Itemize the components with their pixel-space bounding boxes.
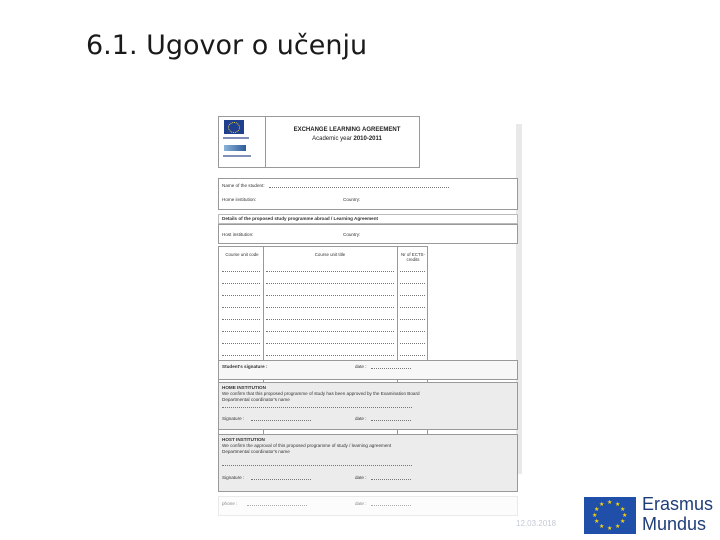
star-icon: ★: [620, 507, 626, 513]
eu-flag-icon: [584, 497, 636, 534]
table-row: [400, 271, 425, 273]
coordinator-line: [222, 407, 412, 409]
star-icon: ★: [594, 507, 600, 513]
table-row: [400, 331, 425, 333]
year-label: Academic year: [312, 136, 352, 142]
host-signature-label: Signature :: [222, 475, 245, 480]
date-line: [371, 368, 411, 370]
date-label: date :: [355, 364, 367, 369]
learning-agreement-form: [218, 116, 518, 528]
coordinator-line: [222, 465, 412, 467]
table-row: [400, 307, 425, 309]
table-row: [266, 283, 394, 285]
signature-line: [251, 420, 311, 422]
student-signature-label: Student's signature :: [222, 364, 268, 369]
star-icon: ★: [599, 524, 605, 530]
phone-label: phone :: [222, 501, 238, 506]
programme-logo-icon: [224, 145, 246, 151]
form-title: EXCHANGE LEARNING AGREEMENT: [293, 127, 401, 133]
home-approval-section: [218, 382, 518, 430]
form-header: [218, 116, 420, 168]
table-row: [222, 271, 260, 273]
home-section-title: HOME INSTITUTION: [222, 385, 266, 390]
date-label: date :: [355, 501, 367, 506]
table-row: [400, 355, 425, 357]
ects-label-2: credits: [406, 257, 420, 262]
date-label: date :: [355, 416, 367, 421]
col-title-header: Course unit title: [314, 252, 346, 257]
table-row: [222, 319, 260, 321]
star-icon: ★: [599, 502, 605, 508]
table-row: [222, 283, 260, 285]
table-row: [400, 283, 425, 285]
table-row: [400, 343, 425, 345]
table-row: [222, 331, 260, 333]
year-value: 2010-2011: [353, 136, 382, 142]
table-row: [266, 331, 394, 333]
host-country-label: Country:: [343, 232, 361, 237]
star-icon: ★: [592, 513, 598, 519]
host-dept-coordinator-label: Departmental coordinator's name: [222, 449, 290, 454]
col-code-header: Course unit code: [225, 252, 259, 257]
table-row: [222, 307, 260, 309]
date-line: [371, 479, 411, 481]
star-icon: ★: [615, 524, 621, 530]
table-row: [266, 271, 394, 273]
table-row: [222, 295, 260, 297]
table-row: [222, 355, 260, 357]
country-label: Country:: [343, 197, 361, 202]
home-confirm-text: We confirm that this proposed programme of study has been approved by the Examination Board: [222, 391, 420, 396]
table-row: [222, 343, 260, 345]
col-ects-header: [399, 252, 427, 262]
logo-caption: [223, 137, 249, 139]
slide-title: 6.1. Ugovor o učenju: [86, 30, 368, 61]
host-institution-label: Host institution:: [222, 232, 254, 237]
host-section-title: HOST INSTITUTION: [222, 437, 265, 442]
student-name-line: [269, 187, 449, 189]
star-icon: ★: [594, 519, 600, 525]
home-institution-label: Home institution:: [222, 197, 257, 202]
logo-caption: [223, 155, 251, 157]
student-name-label: Name of the student:: [222, 183, 265, 188]
star-icon: ★: [615, 502, 621, 508]
divider: [265, 117, 266, 167]
signature-label: Signature :: [222, 416, 245, 421]
student-signature-section: [218, 360, 518, 380]
table-row: [400, 295, 425, 297]
details-label: Details of the proposed study programme abroad / Learning Agreement: [222, 216, 379, 221]
brand-line-1: Erasmus: [642, 494, 714, 514]
dept-coordinator-label: Departmental coordinator's name: [222, 397, 290, 402]
star-icon: ★: [622, 513, 628, 519]
student-section: [218, 178, 518, 210]
slide-date: 12.03.2018: [516, 519, 557, 528]
date-line: [371, 420, 411, 422]
table-row: [266, 355, 394, 357]
table-row: [266, 307, 394, 309]
date-label: date :: [355, 475, 367, 480]
star-icon: ★: [607, 500, 613, 506]
host-section: [218, 224, 518, 244]
signature-line: [251, 479, 311, 481]
phone-line: [247, 505, 307, 507]
erasmus-mundus-logo: [584, 494, 714, 538]
star-icon: ★: [620, 519, 626, 525]
table-row: [266, 319, 394, 321]
phone-section: [218, 496, 518, 516]
brand-line-2: Mundus: [642, 514, 707, 534]
table-row: [266, 295, 394, 297]
details-section: [218, 214, 518, 224]
eu-flag-icon: [224, 120, 244, 134]
table-row: [400, 319, 425, 321]
ects-label-1: Nr of ECTS-: [401, 252, 425, 257]
star-icon: ★: [607, 526, 613, 532]
table-row: [266, 343, 394, 345]
host-approval-section: [218, 434, 518, 492]
date-line: [371, 505, 411, 507]
host-confirm-text: We confirm the approval of this proposed programme of study / learning agreement: [222, 443, 392, 448]
academic-year: [277, 136, 417, 142]
